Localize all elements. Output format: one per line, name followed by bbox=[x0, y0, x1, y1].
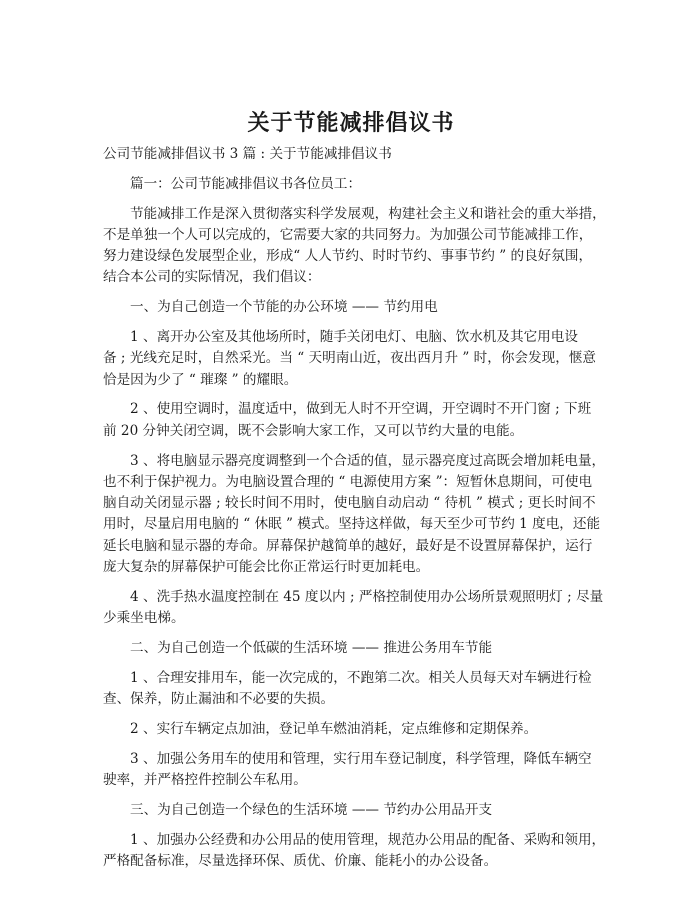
paragraph-line: 少乘坐电梯。 bbox=[103, 610, 185, 627]
paragraph-line: 备 ; 光线充足时，自然采光。当 “ 天明南山近，夜出西月升 ” 时，你会发现，惬意 bbox=[103, 350, 596, 367]
paragraph-line: 4 、洗手热水温度控制在 45 度以内 ; 严格控制使用办公场所景观照明灯 ; 尽量 bbox=[130, 588, 604, 605]
paragraph bbox=[103, 668, 599, 711]
paragraph-line: 二、为自己创造一个低碳的生活环境 —— 推进公务用车节能 bbox=[130, 639, 493, 656]
paragraph bbox=[103, 587, 604, 630]
paragraph-line: 2 、使用空调时，温度适中，做到无人时不开空调，开空调时不开门窗 ; 下班 bbox=[130, 401, 592, 418]
paragraph bbox=[103, 719, 599, 740]
paragraph-line: 3 、加强公务用车的使用和管理，实行用车登记制度，科学管理，降低车辆空 bbox=[130, 750, 592, 767]
paragraph bbox=[103, 451, 606, 579]
document-body bbox=[103, 144, 606, 872]
paragraph-line: 驶率，并严格控件控制公车私用。 bbox=[103, 771, 307, 788]
paragraph-line: 不是单独一个人可以完成的，它需要大家的共同努力。为加强公司节能减排工作， bbox=[103, 226, 593, 243]
paragraph-line: 3 、将电脑显示器亮度调整到一个合适的值，显示器亮度过高既会增加耗电量， bbox=[130, 452, 606, 469]
paragraph bbox=[103, 830, 606, 873]
paragraph-line: 查、保养，防止漏油和不必要的失损。 bbox=[103, 691, 335, 708]
document-page bbox=[103, 108, 606, 881]
paragraph-line: 前 20 分钟关闭空调，既不会影响大家工作，又可以节约大量的电能。 bbox=[103, 422, 524, 439]
paragraph bbox=[103, 749, 599, 792]
paragraph-line: 严格配备标准，尽量选择环保、质优、价廉、能耗小的办公设备。 bbox=[103, 852, 498, 869]
paragraph bbox=[103, 399, 599, 442]
paragraph-line: 用时，尽量启用电脑的 “ 休眠 ” 模式。坚持这样做，每天至少可节约 1 度电，还能 bbox=[103, 516, 601, 533]
paragraph bbox=[103, 144, 599, 165]
paragraph-line: 庞大复杂的屏幕保护可能会比你正常运行时更加耗电。 bbox=[103, 559, 430, 576]
paragraph bbox=[103, 204, 606, 289]
paragraph-line: 结合本公司的实际情况，我们倡议： bbox=[103, 269, 321, 286]
paragraph-line: 2 、实行车辆定点加油，登记单车燃油消耗，定点维修和定期保养。 bbox=[130, 720, 538, 737]
paragraph bbox=[103, 638, 599, 659]
paragraph-line: 也不利于保护视力。为电脑设置合理的 “ 电源使用方案 ”：短暂休息期间，可使电 bbox=[103, 473, 593, 490]
paragraph-line: 延长电脑和显示器的寿命。屏幕保护越简单的越好，最好是不设置屏幕保护，运行 bbox=[103, 537, 593, 554]
paragraph-line: 公司节能减排倡议书 3 篇 : 关于节能减排倡议书 bbox=[103, 146, 392, 162]
paragraph-line: 1 、加强办公经费和办公用品的使用管理，规范办公用品的配备、采购和领用， bbox=[130, 831, 606, 848]
paragraph-line: 节能减排工作是深入贯彻落实科学发展观，构建社会主义和谐社会的重大举措， bbox=[130, 205, 606, 222]
paragraph-line: 1 、合理安排用车，能一次完成的，不跑第二次。相关人员每天对车辆进行检 bbox=[130, 669, 592, 686]
paragraph bbox=[103, 297, 599, 318]
paragraph-line: 三、为自己创造一个绿色的生活环境 —— 节约办公用品开支 bbox=[130, 801, 493, 818]
paragraph-line: 一、为自己创造一个节能的办公环境 —— 节约用电 bbox=[130, 299, 438, 316]
paragraph-line: 1 、离开办公室及其他场所时，随手关闭电灯、电脑、饮水机及其它用电设 bbox=[130, 329, 578, 346]
paragraph bbox=[103, 800, 599, 821]
document-title: 关于节能减排倡议书 bbox=[247, 110, 455, 136]
paragraph bbox=[103, 327, 599, 391]
paragraph-line: 努力建设绿色发展型企业，形成“ 人人节约、时时节约、事事节约 ” 的良好氛围， bbox=[103, 248, 593, 265]
paragraph-line: 恰是因为少了 “ 璀璨 ” 的耀眼。 bbox=[103, 371, 298, 388]
paragraph-line: 脑自动关闭显示器 ; 较长时间不用时，使电脑自动启动 “ 待机 ” 模式 ; 更长时间不 bbox=[103, 495, 596, 512]
paragraph bbox=[103, 174, 599, 195]
paragraph-line: 篇一：公司节能减排倡议书各位员工： bbox=[130, 175, 362, 192]
